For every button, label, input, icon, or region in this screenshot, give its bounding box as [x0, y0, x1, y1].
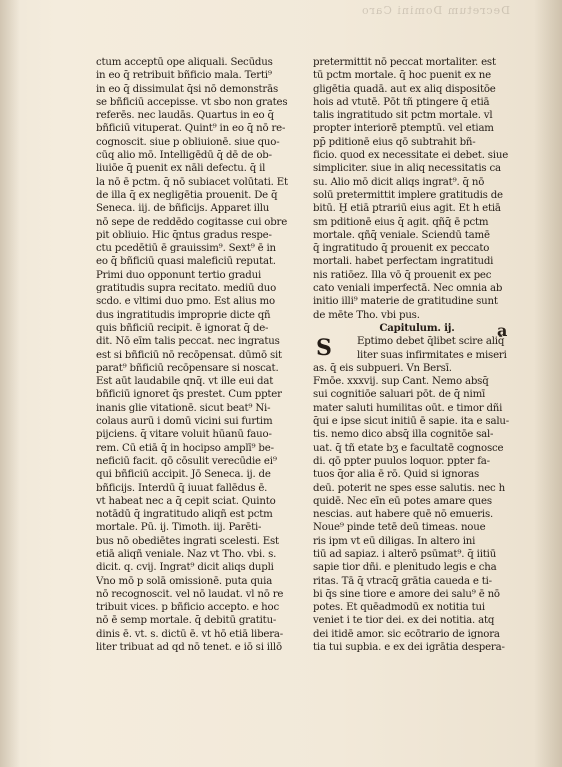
text-line: in eo q̄ retribuit bñficio mala. Terti⁹	[96, 70, 272, 82]
text-line: dinis ē. vt. s. dictū ē. vt hō etiā libera-	[96, 628, 284, 640]
text-line: simpliciter. siue in aliq necessitatis ca	[313, 163, 501, 175]
text-line: est si bñficiū nō recōpensat. dūmō sit	[96, 349, 282, 361]
text-line: hois ad vtutē. Pōt tñ ptingere q̄ etiā	[313, 96, 490, 108]
text-line: inanis glie vitationē. sicut beat⁹ Ni-	[96, 402, 271, 414]
text-line: solū pretermittit implere gratitudis de	[313, 189, 503, 201]
text-line: dus ingratitudis improprie dicte qñ	[96, 309, 271, 321]
text-line: Noue⁹ pinde tetē deū timeas. noue	[313, 522, 486, 534]
text-line: bus nō obediētes ingrati scelesti. Est	[96, 535, 279, 547]
text-line: bitū. Ḫ etiā ptrariū eius agit. Et h̄ etiā	[313, 203, 501, 215]
text-line: parat⁹ bñficiū recōpensare si noscat.	[96, 362, 279, 374]
text-line: qui bñficiū accipit. Jō Seneca. ij. de	[96, 469, 271, 481]
text-line: liuiōe q̄ puenit ex nāli defectu. q̄ il	[96, 163, 266, 175]
text-line: Est aūt laudabile qnq̄. vt ille eui dat	[96, 376, 274, 388]
text-line: scdo. e vltimi duo pmo. Est alius mo	[96, 296, 275, 308]
text-line: notādū q̄ ingratitudo aliqñ est pctm	[96, 509, 273, 521]
text-line: gligētia quadā. aut ex aliq dispositōe	[313, 83, 496, 95]
text-line: Eptimo debet q̄libet scire aliq̄	[357, 336, 505, 348]
text-line: tuos q̄or alia ē rō. Quid si ignoras	[313, 469, 479, 481]
text-line: dei itidē amor. sic ecōtrario de ignora	[313, 628, 500, 640]
text-line: nis ratiōez. Illa vō q̄ prouenit ex pec	[313, 269, 492, 281]
text-line: pretermittit nō peccat mortaliter. est	[313, 57, 496, 68]
text-line: potes. Et quēadmodū ex notitia tui	[313, 602, 485, 614]
text-line: ctum acceptū ope aliquali. Secūdus	[96, 57, 273, 68]
text-line: di. qō ppter puulos loquor. ppter fa-	[313, 455, 490, 467]
text-line: mortale. qñq̄ veniale. Sciendū tamē	[313, 229, 490, 241]
text-line: bñficijs. Interdū q̄ iuuat fallēdus ē.	[96, 482, 268, 494]
text-line: q̄ ingratitudo q̄ prouenit ex peccato	[313, 243, 490, 255]
text-line: as. q̄ eis subpueri. Vn Bersī.	[313, 362, 452, 374]
text-line: gratitudis supra recitato. mediū duo	[96, 283, 277, 295]
text-line: propter interiorē ptemptū. vel etiam	[313, 123, 494, 135]
text-line: liter tribuat ad qd nō tenet. e iō si illō	[96, 642, 282, 654]
text-line: Fmōe. xxxvij. sup Cant. Nemo absq̄	[313, 376, 489, 388]
text-line: mater saluti humilitas oūt. e timor dñi	[313, 402, 503, 414]
text-line: cato veniali imperfectā. Nec omnia ab	[313, 283, 503, 295]
page-edge-shadow	[534, 0, 562, 767]
text-line: pp̄ pditionē eius qō subtrahit bñ-	[313, 136, 476, 148]
text-line: sm pditionē eius q̄ agit. qñq̄ ē pctm	[313, 216, 489, 228]
text-line: talis ingratitudo sit pctm mortale. vl	[313, 110, 493, 122]
text-line: mortali. habet perfectam ingratitudi	[313, 256, 494, 268]
text-line: la nō ē pctm. q̄ nō subiacet volūtati. Et	[96, 176, 288, 188]
text-line: de illa q̄ ex negligētia prouenit. De q̄	[96, 189, 278, 201]
bleed-through-text: Decretum Domini Caro	[360, 4, 510, 17]
text-line: sapie tior dñi. e plenitudo legis e cha	[313, 562, 497, 574]
text-line: tiū ad sapiaz. i alterō psūmat⁹. q̄ iitiū	[313, 548, 497, 560]
text-line: pit obliuio. Hic q̄ntus gradus respe-	[96, 229, 272, 241]
text-line: tū pctm mortale. q̄ hoc puenit ex ne	[313, 70, 491, 82]
text-line: uat. q̄ tñ etate bʒ e facultatē cognosce	[313, 442, 504, 454]
text-line: nescias. aut habere quē nō emueris.	[313, 509, 494, 521]
text-line: initio illi⁹ materie de gratitudine sunt	[313, 296, 498, 308]
text-line: de mēte Tho. vbi pus.	[313, 309, 420, 321]
text-line: eo q̄ bñficiū quasi maleficiū reputat.	[96, 256, 276, 268]
text-line: se bñficiū accepisse. vt sbo non grates	[96, 96, 288, 108]
text-line: Vno mō p solā omissionē. puta quia	[96, 575, 273, 587]
right-text-column	[313, 56, 521, 654]
text-line: dicit. q. cvij. Ingrat⁹ dicit aliqs dupli	[96, 562, 274, 574]
margin-letter-mark: a	[497, 321, 508, 340]
text-line: dit. Nō eīm talis peccat. nec ingratus	[96, 336, 280, 348]
text-line: tis. nemo dico absq̄ illa cognitōe sal-	[313, 429, 494, 441]
text-line: su. Alio mō dicit aliqs ingrat⁹. q̄ nō	[313, 176, 485, 188]
text-line: ctu pcedētiū ē grauissim⁹. Sext⁹ ē in	[96, 243, 276, 255]
text-line: referēs. nec laudās. Quartus in eo q̄	[96, 110, 274, 122]
text-line: ris ipm vt eū diligas. In altero ini	[313, 535, 476, 547]
text-line: neficiū facit. qō cōsulit verecūdie ei⁹	[96, 455, 277, 467]
drop-cap-initial: S	[316, 335, 332, 361]
text-line: q̄ui e ipse sicut initiū ē sapie. ita e salu-	[313, 416, 509, 428]
text-line: in eo q̄ dissimulat q̄si nō demonstrās	[96, 83, 278, 95]
text-line: Seneca. iij. de bñficijs. Apparet illu	[96, 203, 270, 215]
text-line: tribuit vices. p bñficio accepto. e hoc	[96, 602, 279, 614]
text-line: cognoscit. siue p obliuionē. siue quo-	[96, 136, 280, 148]
text-line: Primi duo opponunt tertio gradui	[96, 269, 262, 281]
text-line: nō sepe de reddēdo cogitasse cui obre	[96, 216, 288, 228]
text-line: liter suas infirmitates e miseri	[357, 349, 507, 361]
text-line: etiā aliqñ veniale. Naz vt Tho. vbi. s.	[96, 548, 277, 560]
text-line: colaus aurū i domū vicini sui furtim	[96, 416, 273, 428]
text-line: tia tui supbia. e ex dei igrātia despera-	[313, 642, 505, 654]
text-line: vt habeat nec a q̄ cepit sciat. Quinto	[96, 495, 276, 507]
text-line: nō ē semp mortale. q̄ debitū gratitu-	[96, 615, 277, 627]
text-line: mortale. Pū. ij. Timoth. iij. Parēti-	[96, 522, 262, 534]
text-line: rem. Cū etiā q̄ in hocipso amplī⁹ be-	[96, 442, 274, 454]
text-line: bñficiū vituperat. Quint⁹ in eo q̄ nō re-	[96, 123, 286, 135]
text-line: bi q̄s sine tiore e amore dei salu⁹ ē nō	[313, 588, 500, 600]
text-line: bñficiū ignoret q̄s prestet. Cum ppter	[96, 389, 282, 401]
text-line: sui cognitiōe saluari pōt. de q̄ nimī	[313, 389, 486, 401]
text-line: veniet i te tior dei. ex dei notitia. atq	[313, 615, 495, 627]
text-line: nō recognoscit. vel nō laudat. vl nō re	[96, 588, 284, 600]
text-line: quidē. Nec eīn eū potes amare ques	[313, 495, 492, 507]
text-line: ritas. Tā q̄ vtracq̄ grātia caueda e ti-	[313, 575, 492, 587]
text-line: cūq alio mō. Intelligēdū q̄ dē de ob-	[96, 150, 272, 162]
text-line: deū. poterit ne spes esse salutis. nec h̄	[313, 482, 505, 494]
text-line: ficio. quod ex necessitate ei debet. siue	[313, 150, 509, 162]
text-line: quis bñficiū recipit. ē ignorat q̄ de-	[96, 322, 269, 334]
left-text-column	[96, 56, 302, 654]
page-gutter-shadow	[0, 0, 20, 767]
chapter-heading: Capitulum. ij.	[379, 321, 455, 334]
text-line: pijciens. q̄ vitare voluit hūanū fauo-	[96, 429, 272, 441]
